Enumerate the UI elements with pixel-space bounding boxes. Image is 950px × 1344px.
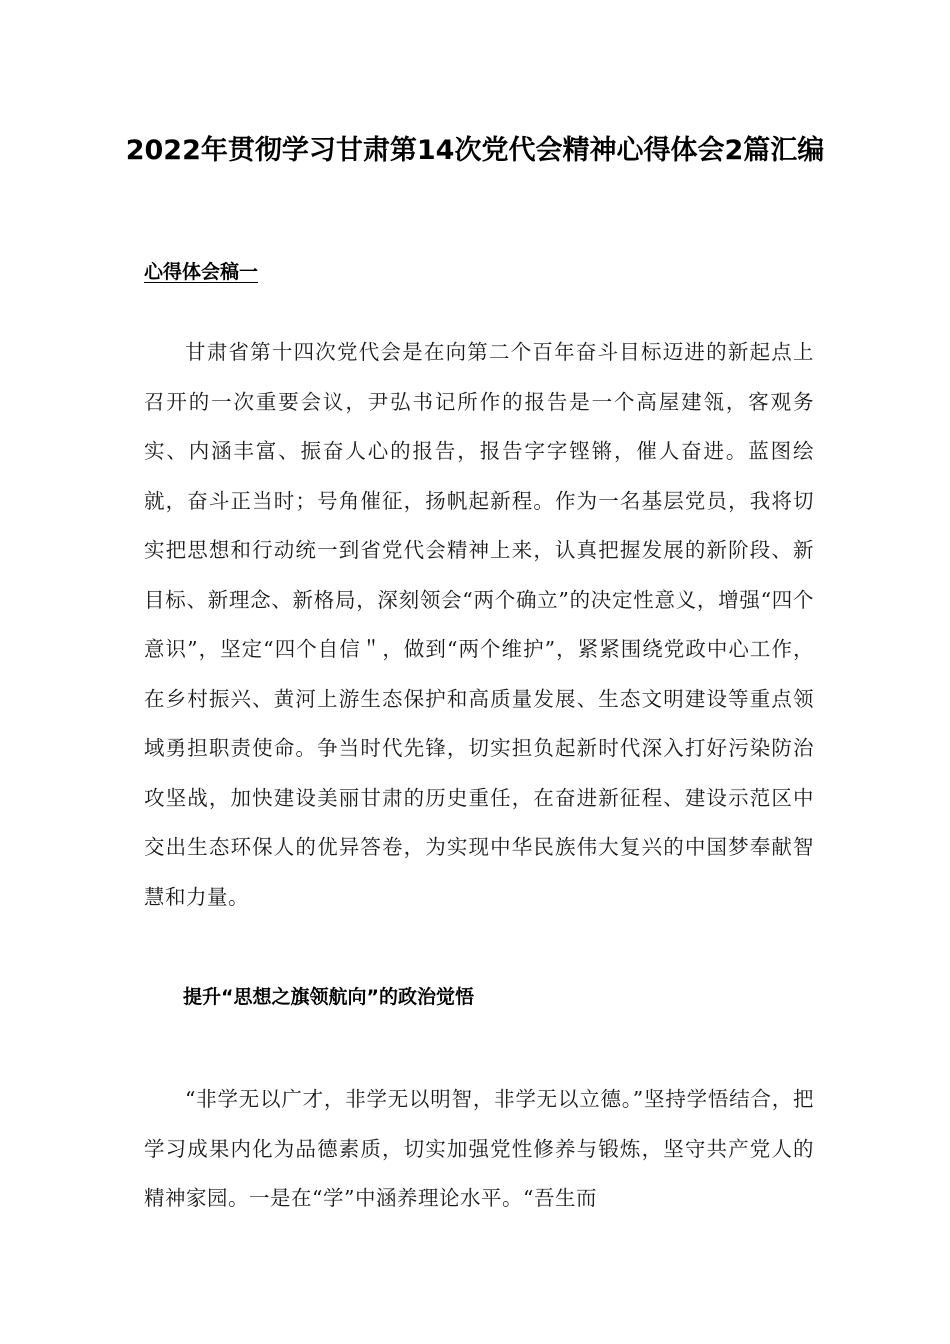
section-heading: 心得体会稿一 <box>144 261 259 283</box>
body-paragraph: 甘肃省第十四次党代会是在向第二个百年奋斗目标迈进的新起点上召开的一次重要会议，尹弘书记所作的报告是一个高屋建瓴，客观务实、内涵丰富、振奋人心的报告，报告字字铿锵，催人奋进。蓝图绘就，奋斗正当时；号角催征，扬帆起新程。作为一名基层党员，我将切实把思想和行动统一到省党代会精神上来，认真把握发展的新阶段、新目标、新理念、新格局，深刻领会“两个确立”的决定性意义，增强“四个意识”，坚定“四个自信＂，做到“两个维护”，紧紧围绕党政中心工作，在乡村振兴、黄河上游生态保护和高质量发展、生态文明建设等重点领域勇担职责使命。争当时代先锋，切实担负起新时代深入打好污染防治攻坚战，加快建设美丽甘肃的历史重任，在奋进新征程、建设示范区中交出生态环保人的优异答卷，为实现中华民族伟大复兴的中国梦奉献智慧和力量。 <box>144 340 814 909</box>
document-title: 2022年贯彻学习甘肃第14次党代会精神心得体会2篇汇编 <box>125 135 825 166</box>
body-paragraph: “非学无以广才，非学无以明智，非学无以立德。”坚持学悟结合，把学习成果内化为品德素质，切实加强党性修养与锻炼，坚守共产党人的精神家园。一是在“学”中涵养理论水平。“吾生而 <box>144 1087 814 1210</box>
subheading: 提升“思想之旗领航向”的政治觉悟 <box>183 986 474 1008</box>
